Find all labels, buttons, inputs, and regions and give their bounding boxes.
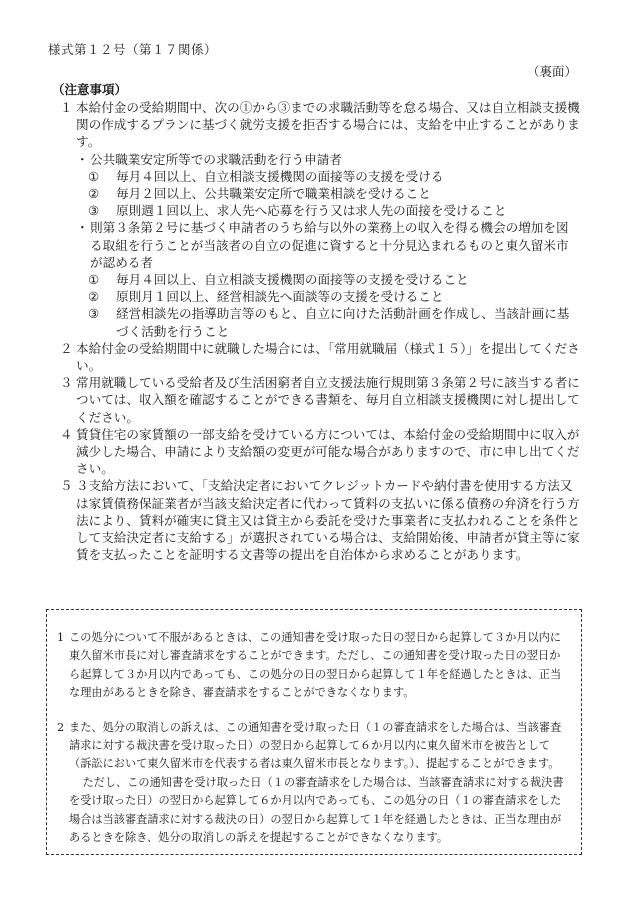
note-number: ４ — [60, 426, 73, 442]
subitem-text: 原則月１回以上、経営相談先へ面談等の支援を受けること — [116, 289, 444, 305]
group-subitem — [60, 185, 580, 202]
appeal-notice-content — [57, 629, 567, 847]
note-text: 賃貸住宅の家賃額の一部支給を受けている方については、本給付金の受給期間中に収入が減少した場合、申請により支給額の変更が可能な場合がありますので、市に申し出てください。 — [76, 426, 580, 477]
bullet: ・ — [76, 151, 89, 167]
group-subitem — [60, 305, 580, 339]
note-text: 常用就職している受給者及び生活困窮者自立支援法施行規則第３条第２号に該当する者については、収入額を確認することができる書類を、毎月自立相談支援機関に対し提出してください。 — [76, 375, 580, 425]
group-subitem — [60, 271, 580, 288]
note-item-4 — [60, 426, 580, 478]
appeal-number: 2 — [57, 720, 65, 734]
note-group-1 — [60, 151, 580, 168]
page-side-label: （裏面） — [526, 64, 577, 79]
subitem-number: ① — [88, 272, 100, 288]
subitem-text: 原則週１回以上、求人先へ応募を行う又は求人先の面接を受けること — [116, 203, 507, 219]
note-text: ３支給方法において、「支給決定者においてクレジットカードや納付書を使用する方法又は家賃債務保証業者が当該支給決定者に代わって賃料の支払いに係る債務の弁済を行う方法により、賃料が確実に貸主又は貸主から委託を受けた事業者に支払われることを条件として支給決定者に支給する」が選択されている場合は、支給開始後、申請者が貸主等に家賃を支払ったことを証明する文書等の提出を自治体から求めることがあります。 — [76, 478, 580, 563]
subitem-text: 毎月２回以上、公共職業安定所で職業相談を受けること — [116, 186, 431, 202]
group-text: 公共職業安定所等での求職活動を行う申請者 — [90, 151, 342, 167]
note-group-2 — [60, 219, 580, 271]
subitem-text: 毎月４回以上、自立相談支援機関の面接等の支援を受ける — [116, 168, 444, 184]
note-number: ２ — [60, 340, 73, 356]
group-text: 則第３条第２号に基づく申請者のうち給与以外の業務上の収入を得る機会の増加を図る取組を行うことが当該者の自立の促進に資すると十分見込まれるものと東久留米市が認める者 — [90, 220, 569, 270]
group-subitem — [60, 168, 580, 185]
note-text: 本給付金の受給期間中、次の①から③までの求職活動等を怠る場合、又は自立相談支援機関の作成するプランに基づく就労支援を拒否する場合には、支給を中止することがあります。 — [76, 100, 580, 150]
note-item-3 — [60, 374, 580, 426]
note-text: 本給付金の受給期間中に就職した場合には、「常用就職届（様式１５）」を提出してください。 — [76, 340, 580, 374]
notes-list — [60, 99, 580, 563]
subitem-number: ② — [88, 186, 100, 202]
appeal-text: この処分について不服があるときは、この通知書を受け取った日の翌日から起算して３か月以内に東久留米市長に対し審査請求をすることができます。ただし、この通知書を受け取った日の翌日から起算して３か月以内であっても、この処分の日の翌日から起算して１年を経過したときは、正当な理由があるときを除き、審査請求をすることができなくなります。 — [69, 631, 562, 700]
notes-heading: （注意事項） — [52, 82, 128, 97]
group-subitem — [60, 288, 580, 305]
appeal-notice-box — [46, 609, 582, 855]
note-number: ５ — [60, 478, 73, 494]
subitem-text: 経営相談先の指導助言等のもと、自立に向けた活動計画を作成し、当該計画に基づく活動を行うこと — [116, 306, 570, 339]
subitem-number: ③ — [88, 306, 100, 322]
bullet: ・ — [76, 220, 89, 236]
note-number: １ — [60, 100, 73, 115]
form-number: 様式第１２号（第１７関係） — [48, 42, 218, 57]
appeal-text: また、処分の取消しの訴えは、この通知書を受け取った日（１の審査請求をした場合は、当該審査請求に対する裁決書を受け取った日）の翌日から起算して６か月以内に東久留米市を被告として（訴訟において東久留米市を代表する者は東久留米市長となります。）、提起することができます。 — [69, 720, 562, 771]
appeal-proviso: ただし、この通知書を受け取った日（１の審査請求をした場合は、当該審査請求に対する裁決書を受け取った日）の翌日から起算して６か月以内であっても、この処分の日（１の審査請求をした場合は当該審査請求に対する裁決の日）の翌日から起算して１年を経過したときは、正当な理由があるときを除き、処分の取消しの訴えを提起することができなくなります。 — [69, 775, 564, 845]
subitem-text: 毎月４回以上、自立相談支援機関の面接等の支援を受けること — [116, 272, 469, 288]
subitem-number: ③ — [88, 203, 100, 219]
appeal-number: 1 — [57, 631, 65, 644]
note-number: ３ — [60, 375, 73, 391]
subitem-number: ① — [88, 168, 100, 184]
note-item-1 — [60, 99, 580, 151]
appeal-item-2 — [57, 719, 567, 774]
note-item-2 — [60, 340, 580, 374]
note-item-5 — [60, 477, 580, 563]
group-subitem — [60, 202, 580, 219]
subitem-number: ② — [88, 289, 100, 305]
appeal-item-1 — [57, 629, 567, 703]
